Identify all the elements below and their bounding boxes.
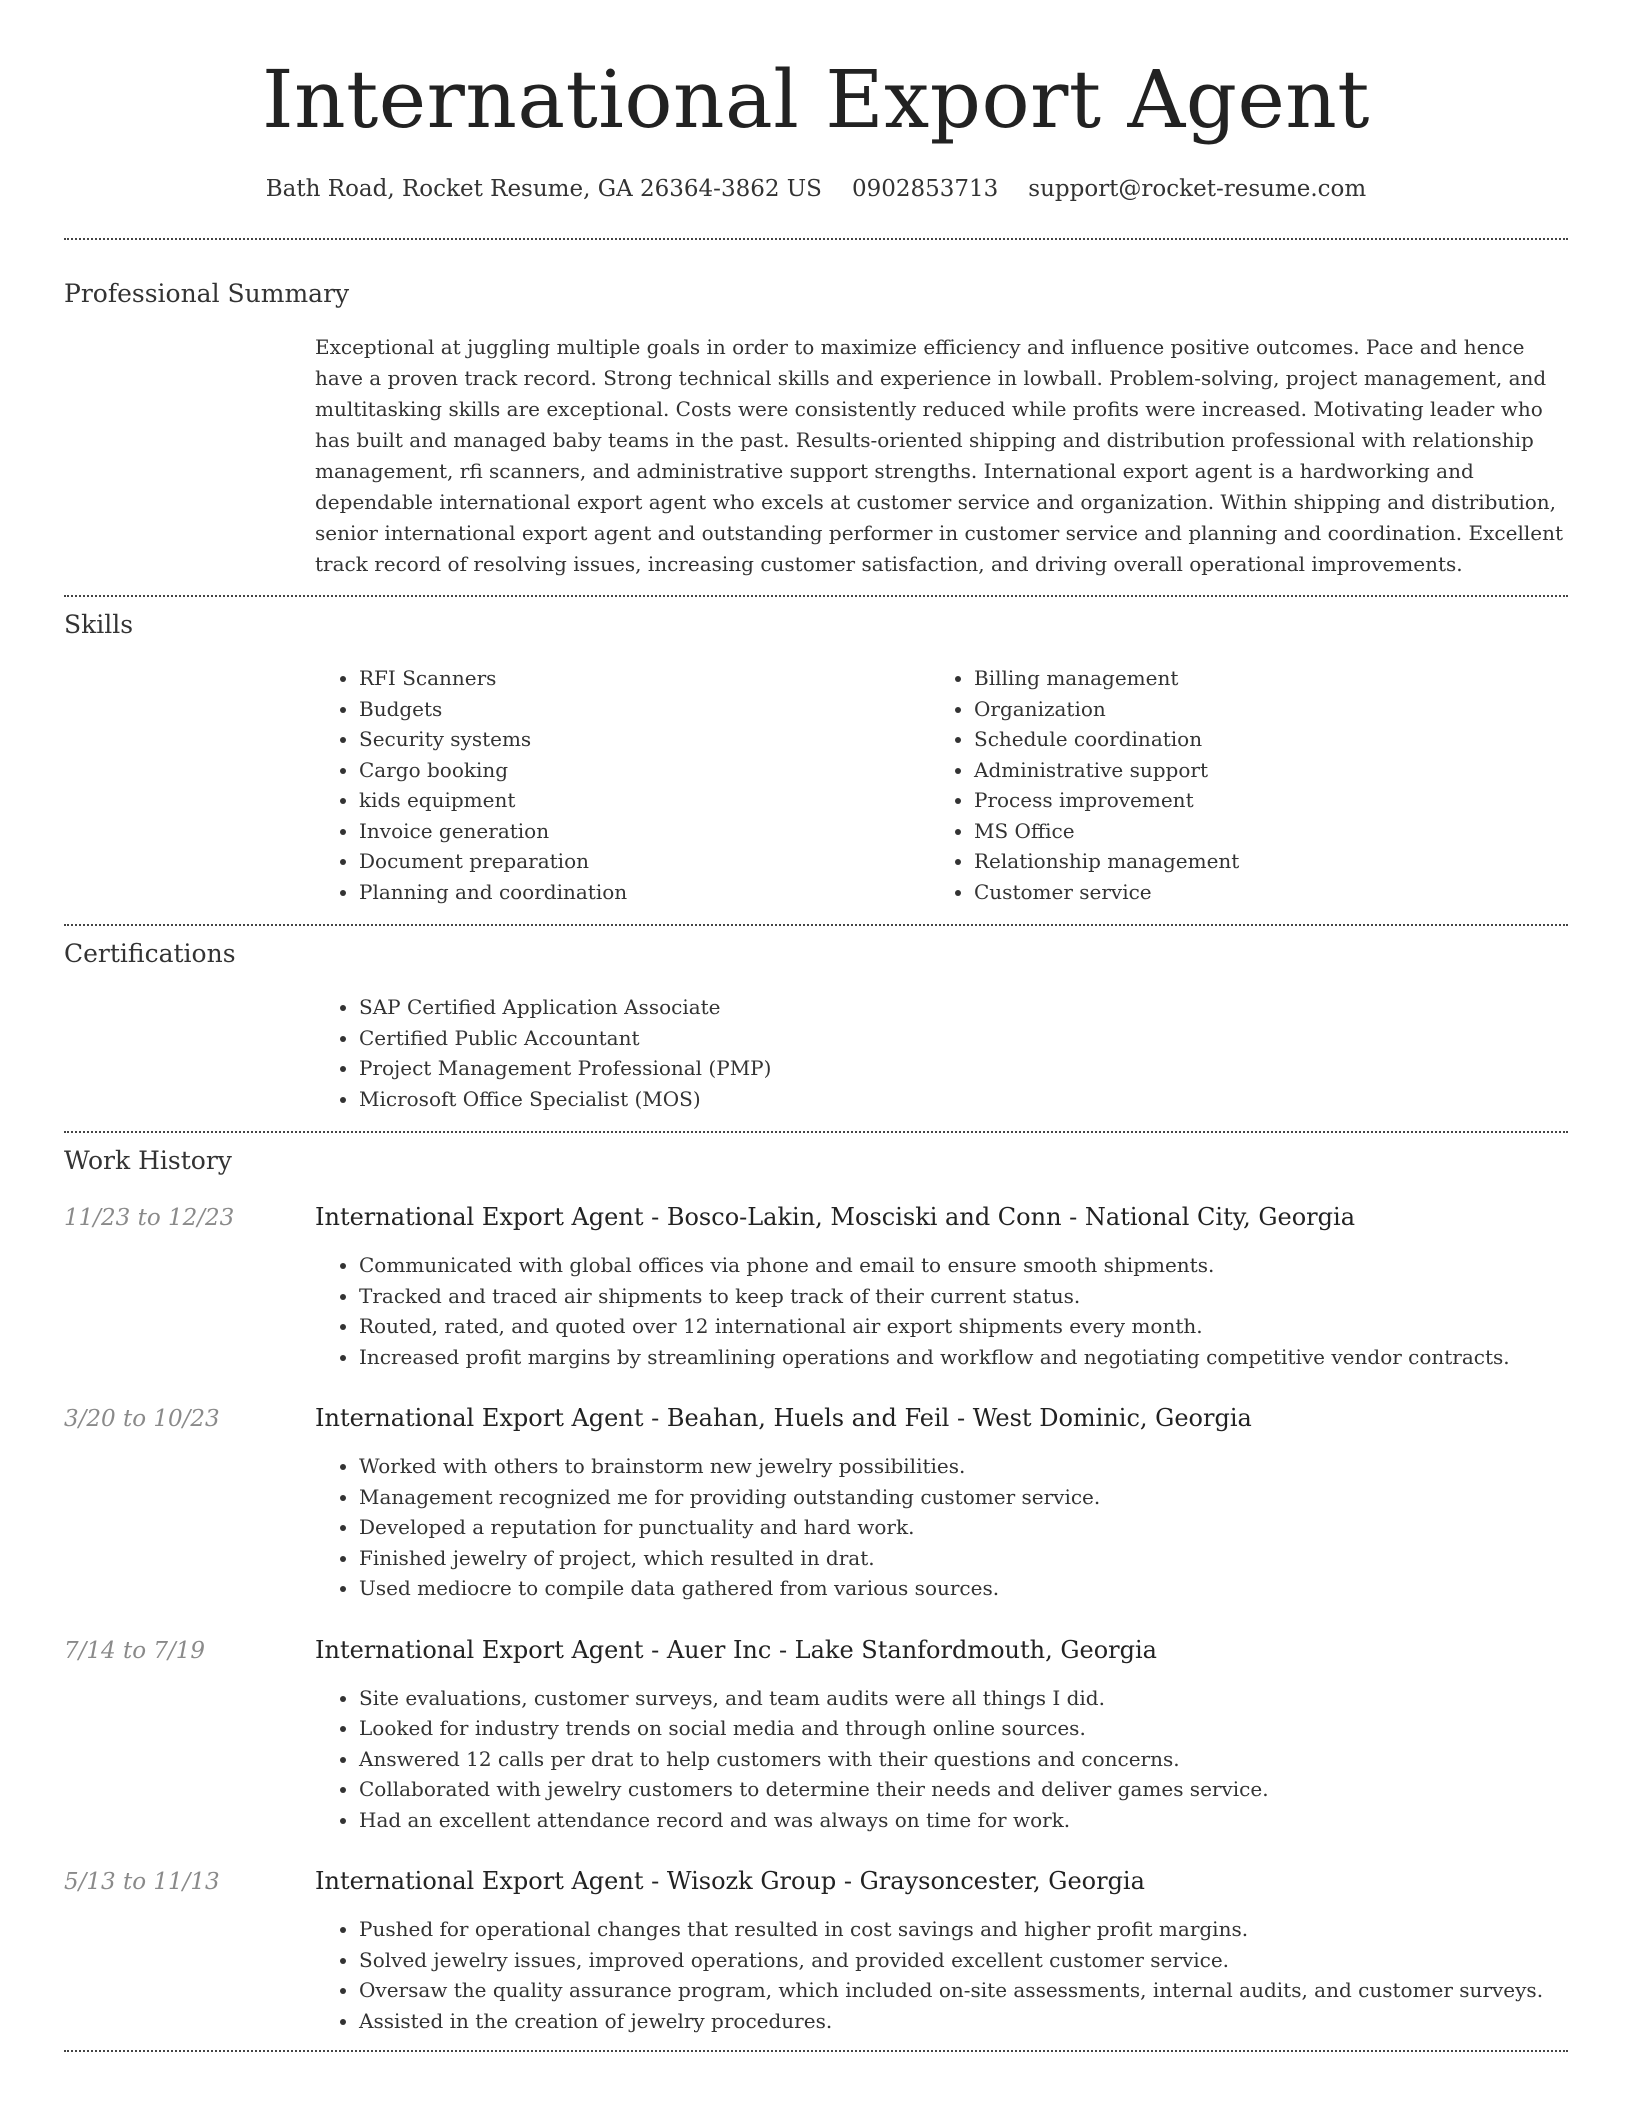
list-item: • Project Management Professional (PMP) bbox=[359, 1053, 1568, 1084]
list-item: • Invoice generation bbox=[359, 816, 930, 847]
list-item: • Microsoft Office Specialist (MOS) bbox=[359, 1084, 1568, 1115]
skills-list-right bbox=[930, 663, 1545, 907]
job-title: International Export Agent - Bosco-Lakin, Mosciski and Conn - National City, Georgia bbox=[315, 1203, 1356, 1231]
summary-text: Exceptional at juggling multiple goals in order to maximize efficiency and influence positive outcomes. Pace and hence have a proven track record. Strong technical skills and experience in lowball. Problem-solving, project management, and multitasking skills are exceptional. Costs were consistently reduced while profits were increased. Motivating leader who has built and managed baby teams in the past. Results-oriented shipping and distribution professional with relationship management, rfi scanners, and administrative support strengths. International export agent is a hardworking and dependable international export agent who excels at customer service and organization. Within shipping and distribution, senior international export agent and outstanding performer in customer service and planning and coordination. Excellent track record of resolving issues, increasing customer satisfaction, and driving overall operational improvements. bbox=[315, 335, 1563, 576]
list-item: • Site evaluations, customer surveys, and team audits were all things I did. bbox=[359, 1683, 1568, 1714]
job-entry bbox=[64, 1634, 1568, 1836]
summary-section bbox=[64, 278, 1568, 580]
list-item: • Schedule coordination bbox=[974, 724, 1545, 755]
divider bbox=[64, 1131, 1568, 1133]
job-bullets bbox=[315, 1250, 1568, 1372]
list-item: • Organization bbox=[974, 694, 1545, 725]
list-item: • Security systems bbox=[359, 724, 930, 755]
list-item: • Had an excellent attendance record and was always on time for work. bbox=[359, 1805, 1568, 1836]
list-item: • Worked with others to brainstorm new jewelry possibilities. bbox=[359, 1451, 1568, 1482]
job-bullets bbox=[315, 1683, 1568, 1836]
list-item: • Communicated with global offices via phone and email to ensure smooth shipments. bbox=[359, 1250, 1568, 1281]
list-item: • Billing management bbox=[974, 663, 1545, 694]
list-item: • Answered 12 calls per drat to help customers with their questions and concerns. bbox=[359, 1744, 1568, 1775]
list-item: • kids equipment bbox=[359, 785, 930, 816]
list-item: • Oversaw the quality assurance program, which included on-site assessments, internal audits, and customer surveys. bbox=[359, 1975, 1568, 2006]
list-item: • Certified Public Accountant bbox=[359, 1023, 1568, 1054]
contact-line bbox=[64, 174, 1568, 204]
job-dates: 5/13 to 11/13 bbox=[64, 1869, 220, 1895]
certifications-heading: Certifications bbox=[64, 939, 236, 968]
list-item: • Customer service bbox=[974, 877, 1545, 908]
contact-phone: 0902853713 bbox=[851, 176, 999, 202]
list-item: • Document preparation bbox=[359, 846, 930, 877]
divider bbox=[64, 2050, 1568, 2052]
list-item: • SAP Certified Application Associate bbox=[359, 992, 1568, 1023]
job-bullets bbox=[315, 1451, 1568, 1604]
list-item: • Assisted in the creation of jewelry procedures. bbox=[359, 2006, 1568, 2037]
skills-section bbox=[64, 609, 1568, 907]
job-title: International Export Agent - Auer Inc - Lake Stanfordmouth, Georgia bbox=[315, 1635, 1157, 1664]
skills-heading: Skills bbox=[64, 610, 134, 639]
job-title: International Export Agent - Beahan, Huels and Feil - West Dominic, Georgia bbox=[315, 1404, 1252, 1432]
list-item: • Collaborated with jewelry customers to determine their needs and deliver games service. bbox=[359, 1774, 1568, 1805]
summary-heading: Professional Summary bbox=[64, 279, 350, 308]
list-item: • RFI Scanners bbox=[359, 663, 930, 694]
resume-page bbox=[64, 0, 1568, 2052]
contact-address: Bath Road, Rocket Resume, GA 26364-3862 US bbox=[265, 176, 822, 202]
job-dates: 7/14 to 7/19 bbox=[64, 1637, 206, 1664]
list-item: • Pushed for operational changes that resulted in cost savings and higher profit margins. bbox=[359, 1914, 1568, 1945]
list-item: • Cargo booking bbox=[359, 755, 930, 786]
work-history-section bbox=[64, 1145, 1568, 2036]
divider bbox=[64, 924, 1568, 926]
job-entry bbox=[64, 1402, 1568, 1604]
certifications-section bbox=[64, 938, 1568, 1114]
job-entry bbox=[64, 1201, 1568, 1372]
skills-list-left bbox=[315, 663, 930, 907]
resume-name: International Export Agent bbox=[262, 53, 1370, 146]
job-bullets bbox=[315, 1914, 1568, 2036]
list-item: • MS Office bbox=[974, 816, 1545, 847]
list-item: • Management recognized me for providing outstanding customer service. bbox=[359, 1482, 1568, 1513]
list-item: • Planning and coordination bbox=[359, 877, 930, 908]
list-item: • Routed, rated, and quoted over 12 international air export shipments every month. bbox=[359, 1311, 1568, 1342]
list-item: • Relationship management bbox=[974, 846, 1545, 877]
list-item: • Looked for industry trends on social media and through online sources. bbox=[359, 1713, 1568, 1744]
list-item: • Finished jewelry of project, which resulted in drat. bbox=[359, 1543, 1568, 1574]
list-item: • Used mediocre to compile data gathered from various sources. bbox=[359, 1573, 1568, 1604]
contact-email[interactable]: support@rocket-resume.com bbox=[1028, 176, 1367, 202]
list-item: • Developed a reputation for punctuality and hard work. bbox=[359, 1512, 1568, 1543]
job-entry bbox=[64, 1865, 1568, 2036]
certifications-list bbox=[315, 992, 1568, 1114]
divider bbox=[64, 595, 1568, 597]
list-item: • Budgets bbox=[359, 694, 930, 725]
list-item: • Process improvement bbox=[974, 785, 1545, 816]
list-item: • Solved jewelry issues, improved operations, and provided excellent customer service. bbox=[359, 1945, 1568, 1976]
list-item: • Increased profit margins by streamlining operations and workflow and negotiating competitive vendor contracts. bbox=[359, 1342, 1568, 1373]
job-dates: 3/20 to 10/23 bbox=[64, 1406, 220, 1432]
work-history-heading: Work History bbox=[64, 1146, 232, 1175]
job-title: International Export Agent - Wisozk Group - Graysoncester, Georgia bbox=[315, 1867, 1145, 1895]
divider bbox=[64, 238, 1568, 240]
job-dates: 11/23 to 12/23 bbox=[64, 1205, 235, 1231]
list-item: • Tracked and traced air shipments to keep track of their current status. bbox=[359, 1281, 1568, 1312]
list-item: • Administrative support bbox=[974, 755, 1545, 786]
